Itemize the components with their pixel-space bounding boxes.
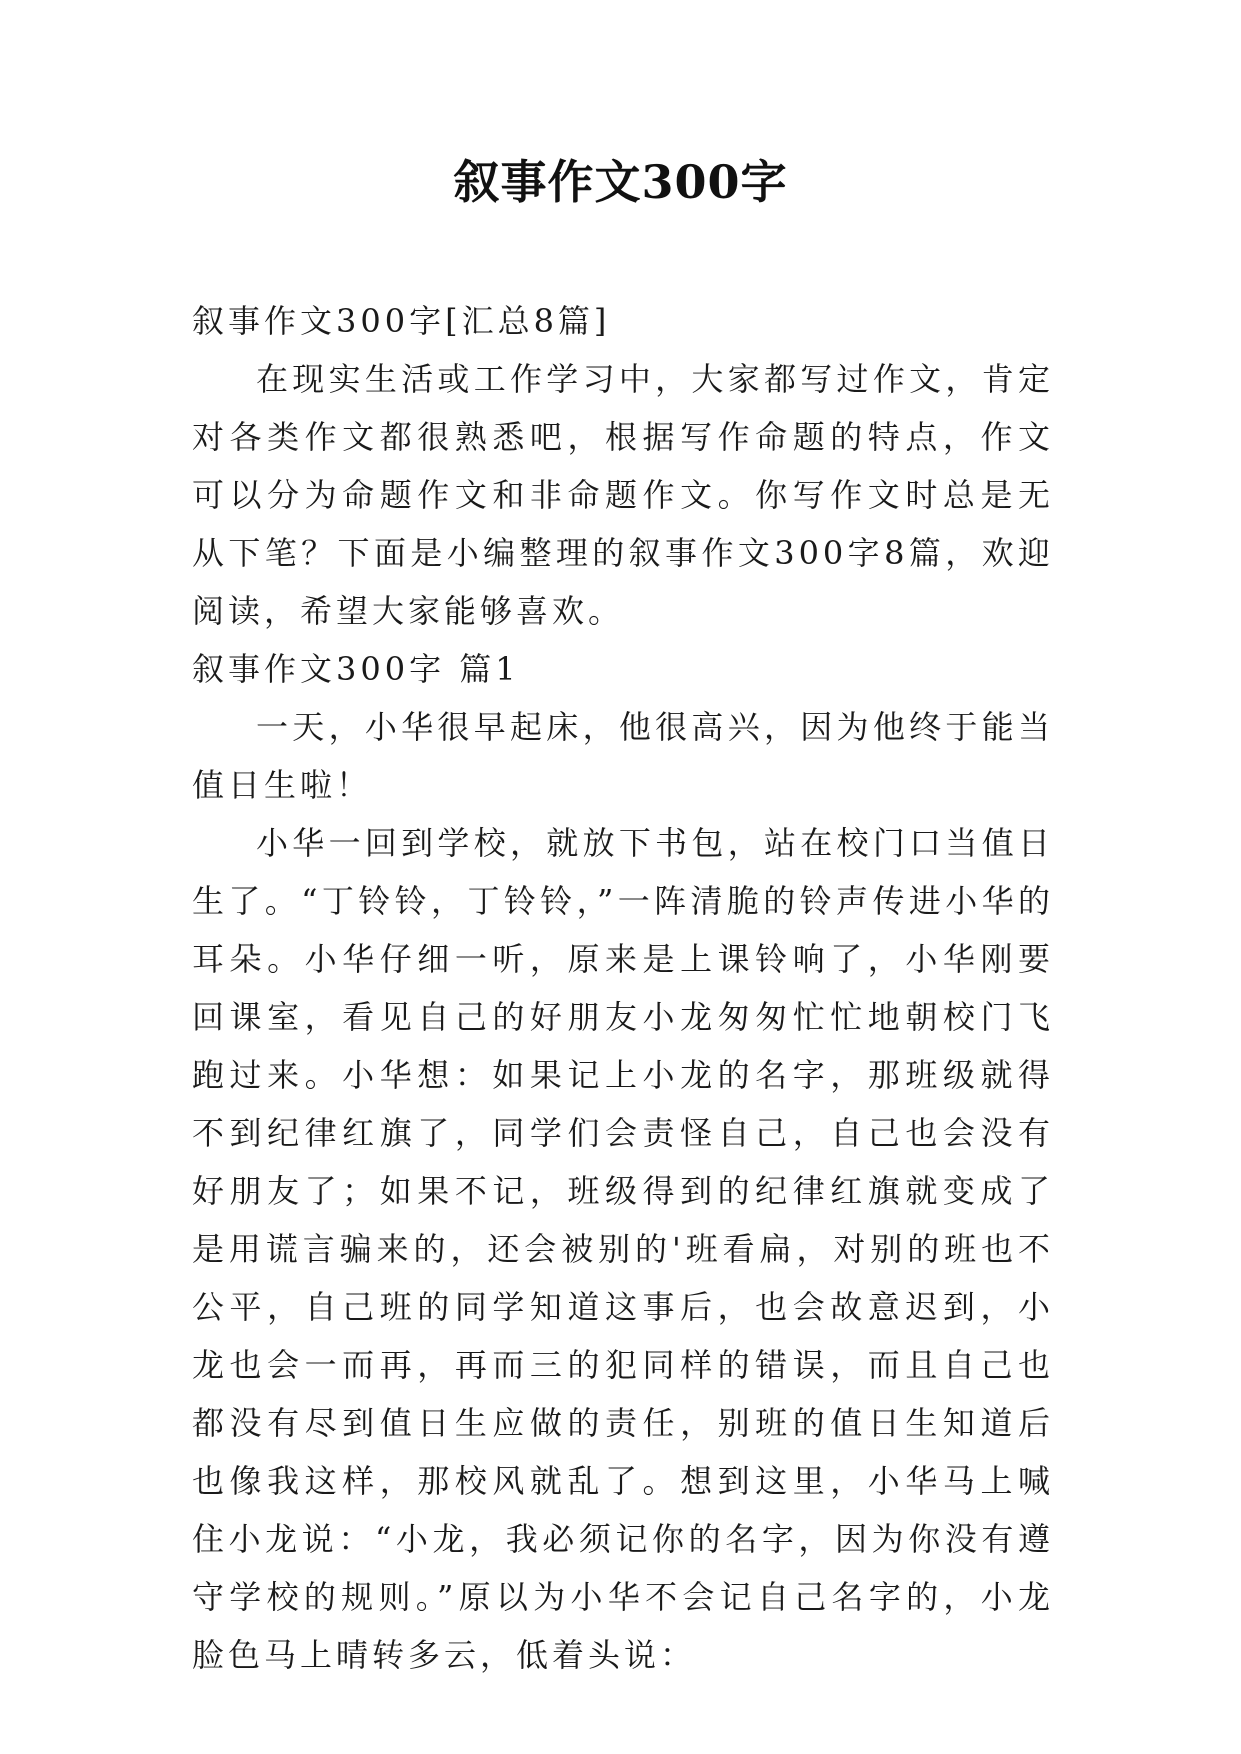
story-paragraph-1: 一天，小华很早起床，他很高兴，因为他终于能当值日生啦！ <box>192 708 1054 804</box>
section-heading: 叙事作文300字 篇1 <box>192 650 520 688</box>
intro-paragraph: 在现实生活或工作学习中，大家都写过作文，肯定对各类作文都很熟悉吧，根据写作命题的特点，作文可以分为命题作文和非命题作文。你写作文时总是无从下笔？下面是小编整理的叙事作文300字8篇，欢迎阅读，希望大家能够喜欢。 <box>192 360 1054 630</box>
document-body <box>192 292 1054 1684</box>
story-paragraph-2: 小华一回到学校，就放下书包，站在校门口当值日生了。“丁铃铃，丁铃铃，”一阵清脆的铃声传进小华的耳朵。小华仔细一听，原来是上课铃响了，小华刚要回课室，看见自己的好朋友小龙匆匆忙忙地朝校门飞跑过来。小华想：如果记上小龙的名字，那班级就得不到纪律红旗了，同学们会责怪自己，自己也会没有好朋友了；如果不记，班级得到的纪律红旗就变成了是用谎言骗来的，还会被别的'班看扁，对别的班也不公平，自己班的同学知道这事后，也会故意迟到，小龙也会一而再，再而三的犯同样的错误，而且自己也都没有尽到值日生应做的责任，别班的值日生知道后也像我这样，那校风就乱了。想到这里，小华马上喊住小龙说：“小龙，我必须记你的名字，因为你没有遵守学校的规则。”原以为小华不会记自己名字的，小龙脸色马上晴转多云，低着头说： <box>192 824 1054 1674</box>
document-title: 叙事作文300字 <box>453 155 788 209</box>
document-subtitle: 叙事作文300字[汇总8篇] <box>192 302 611 340</box>
